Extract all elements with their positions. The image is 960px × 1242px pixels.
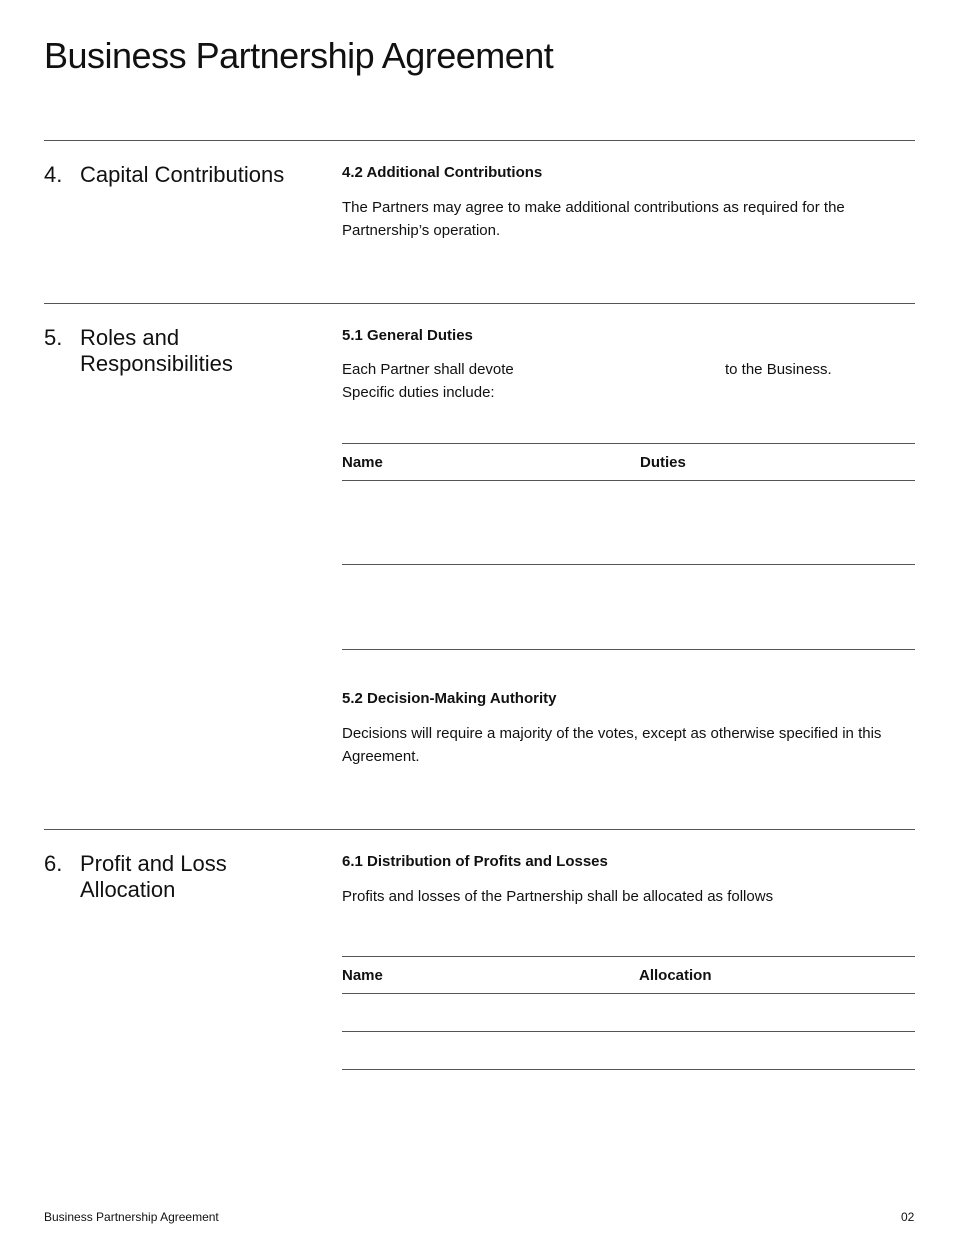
- subsection-heading-decision-making: 5.2 Decision-Making Authority: [342, 690, 557, 707]
- subsection-heading-additional-contributions: 4.2 Additional Contributions: [342, 164, 543, 181]
- duties-table-header-name: Name: [342, 454, 383, 471]
- section-title: Capital Contributions: [80, 162, 285, 187]
- section-title: Profit and Loss Allocation: [80, 851, 227, 902]
- section-divider: [44, 829, 915, 830]
- duties-table-top-rule: [342, 443, 915, 444]
- section-divider: [44, 303, 915, 304]
- general-duties-text-after-blank: to the Business.: [725, 361, 832, 378]
- section-number: 4.: [44, 162, 63, 187]
- section-heading-profit-loss: [44, 851, 314, 903]
- subsection-heading-distribution: 6.1 Distribution of Profits and Losses: [342, 853, 608, 870]
- duties-table-header-rule: [342, 480, 915, 481]
- duties-table-header-duties: Duties: [640, 454, 686, 471]
- allocation-table-header-rule: [342, 993, 915, 994]
- subsection-heading-general-duties: 5.1 General Duties: [342, 327, 473, 344]
- duties-table-row-rule: [342, 564, 915, 565]
- section-number: 5.: [44, 325, 63, 350]
- additional-contributions-text: The Partners may agree to make additional contributions as required for the Partnership’s operation.: [342, 199, 845, 239]
- section-heading-capital-contributions: [44, 162, 314, 188]
- allocation-table-row-rule: [342, 1069, 915, 1070]
- decision-making-text: Decisions will require a majority of the votes, except as otherwise specified in this Agreement.: [342, 725, 882, 765]
- section-heading-roles-responsibilities: [44, 325, 314, 377]
- section-number: 6.: [44, 851, 63, 876]
- general-duties-text-before-blank: Each Partner shall devote: [342, 361, 514, 378]
- section-divider: [44, 140, 915, 141]
- footer-page-number: 02: [901, 1210, 915, 1224]
- allocation-table-header-name: Name: [342, 967, 383, 984]
- allocation-table-row-rule: [342, 1031, 915, 1032]
- distribution-text: Profits and losses of the Partnership shall be allocated as follows: [342, 888, 774, 905]
- footer-document-title: Business Partnership Agreement: [44, 1210, 219, 1224]
- general-duties-text-line2: Specific duties include:: [342, 384, 495, 401]
- allocation-table-top-rule: [342, 956, 915, 957]
- duties-table-row-rule: [342, 649, 915, 650]
- allocation-table-header-allocation: Allocation: [639, 967, 712, 984]
- section-title: Roles and Responsibilities: [80, 325, 233, 376]
- page-title: Business Partnership Agreement: [44, 35, 554, 76]
